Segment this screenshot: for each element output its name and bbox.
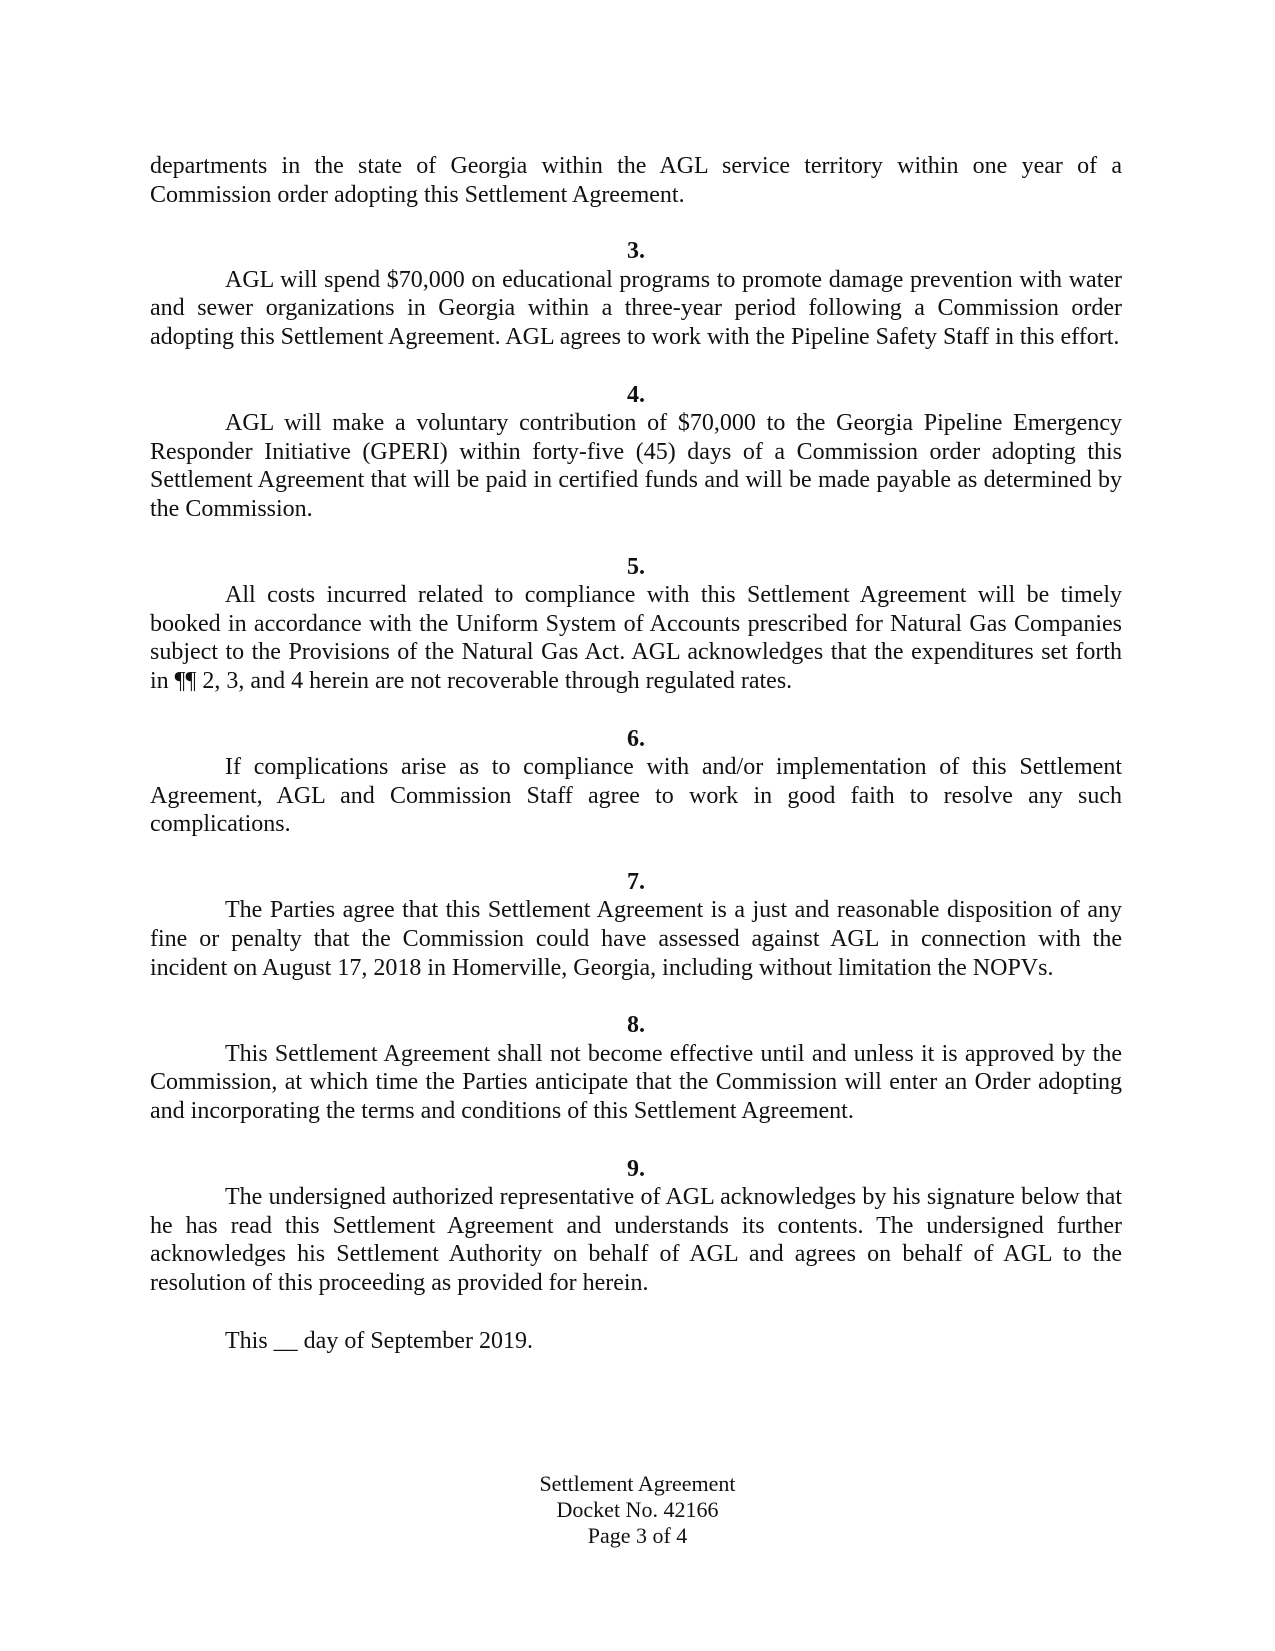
- section-number: 9.: [627, 1155, 645, 1182]
- document-body: [150, 152, 1122, 1355]
- section-number: 5.: [627, 553, 645, 580]
- footer-title: Settlement Agreement: [539, 1471, 736, 1496]
- section-text: The Parties agree that this Settlement Agreement is a just and reasonable disposition of any fine or penalty that the Commission could have assessed against AGL in connection with the incident on August 17, 2018 in Homerville, Georgia, including without limitation the NOPVs.: [150, 897, 1122, 981]
- section-9: [150, 1155, 1122, 1298]
- closing-date-line: This __ day of September 2019.: [225, 1327, 533, 1354]
- section-number: 4.: [627, 381, 645, 408]
- intro-paragraph: departments in the state of Georgia within the AGL service territory within one year of a Commission order adopting this Settlement Agreement.: [150, 153, 1122, 208]
- section-8: [150, 1011, 1122, 1125]
- section-text: AGL will make a voluntary contribution of $70,000 to the Georgia Pipeline Emergency Responder Initiative (GPERI) within forty-five (45) days of a Commission order adopting this Settlement Agreement that will be paid in certified funds and will be made payable as determined by the Commission.: [150, 410, 1122, 522]
- section-4: [150, 381, 1122, 524]
- footer-page-number: Page 3 of 4: [587, 1523, 688, 1548]
- section-text: The undersigned authorized representative of AGL acknowledges by his signature below that he has read this Settlement Agreement and understands its contents. The undersigned further acknowledges his Settlement Authority on behalf of AGL and agrees on behalf of AGL to the resolution of this proceeding as provided for herein.: [150, 1184, 1122, 1296]
- page-footer: [0, 1471, 1275, 1549]
- section-text: This Settlement Agreement shall not become effective until and unless it is approved by the Commission, at which time the Parties anticipate that the Commission will enter an Order adopting and incorporating the terms and conditions of this Settlement Agreement.: [150, 1040, 1122, 1125]
- section-number: 7.: [627, 868, 645, 895]
- section-3: [150, 237, 1122, 351]
- footer-docket: Docket No. 42166: [556, 1497, 719, 1522]
- section-5: [150, 553, 1122, 696]
- section-number: 3.: [627, 238, 645, 265]
- section-7: [150, 868, 1122, 982]
- section-text: If complications arise as to compliance with and/or implementation of this Settlement Agreement, AGL and Commission Staff agree to work in good faith to resolve any such complications.: [150, 754, 1122, 838]
- section-number: 8.: [627, 1012, 645, 1039]
- section-text: AGL will spend $70,000 on educational programs to promote damage prevention with water and sewer organizations in Georgia within a three-year period following a Commission order adopting this Settlement Agreement. AGL agrees to work with the Pipeline Safety Staff in this effort.: [150, 266, 1122, 350]
- section-number: 6.: [627, 725, 645, 752]
- section-text: All costs incurred related to compliance with this Settlement Agreement will be timely booked in accordance with the Uniform System of Accounts prescribed for Natural Gas Companies subject to the Provisions of the Natural Gas Act. AGL acknowledges that the expenditures set forth in ¶¶ 2, 3, and 4 herein are not recoverable through regulated rates.: [150, 582, 1122, 694]
- section-6: [150, 725, 1122, 839]
